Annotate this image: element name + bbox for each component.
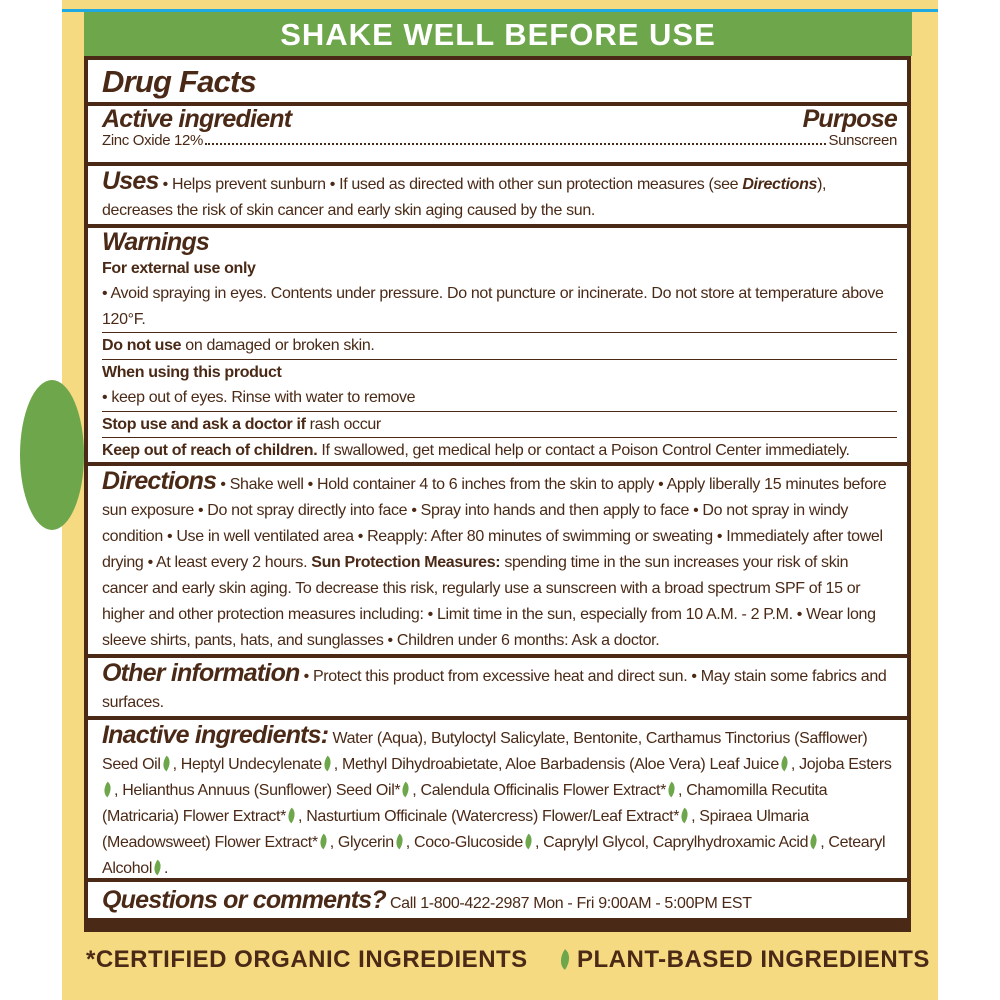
leaf-icon <box>806 834 821 850</box>
inactive-ingredient: Butyloctyl Salicylate <box>431 730 566 747</box>
uses-heading: Uses <box>102 167 159 195</box>
do-not-use-label: Do not use <box>102 337 182 354</box>
keep-out-text: If swallowed, get medical help or contact a Poison Control Center immediately. <box>317 442 850 459</box>
active-ingredient: Zinc Oxide 12% <box>102 132 203 149</box>
decorative-green-arc <box>20 380 84 530</box>
inactive-ingredient: Caprylyl Glycol <box>543 834 645 851</box>
external-use: For external use only <box>102 259 256 277</box>
leaf-icon <box>392 834 407 850</box>
inactive-ingredient: Aloe Barbadensis (Aloe Vera) Leaf Juice <box>505 756 779 773</box>
keep-out-label: Keep out of reach of children. <box>102 442 318 459</box>
inactive-list: Water (Aqua), Butyloctyl Salicylate, Bentonite, Carthamus Tinctorius (Safflower) Seed Oil , Heptyl Undecylenate , Methyl Dihydroabietate, Aloe Barbadensis (Aloe Vera) Leaf Juice , Jojoba Esters, Helianthus Annuus (Sunflower) Seed Oil* , Calendula Officinalis Flower Extract* , Chamomilla Recutita (Matricaria) Flower Extract* , Nasturtium Officinale (Watercress) Flower/Leaf Extract* , Spiraea Ulmaria (Meadowsweet) Flower Extract* , Glycerin , Coco-Glucoside , Caprylyl Glycol, Caprylhydroxamic Acid , Cetearyl Alcohol . <box>102 730 892 877</box>
warnings-heading: Warnings <box>102 228 210 256</box>
questions-section <box>88 882 907 918</box>
uses-text: • Helps prevent sunburn • If used as directed with other sun protection measures (see <box>158 176 743 193</box>
drug-facts-title: Drug Facts <box>102 64 256 99</box>
plant-legend <box>558 946 930 974</box>
inactive-ingredient: Carthamus Tinctorius (Safflower) Seed Oil <box>102 730 868 773</box>
other-info-section <box>88 658 907 716</box>
when-using-label: When using this product <box>102 363 282 381</box>
leaf-icon <box>316 834 331 850</box>
inactive-ingredient: Heptyl Undecylenate <box>180 756 322 773</box>
inactive-ingredient: Water (Aqua) <box>332 730 423 747</box>
leaf-icon <box>150 860 165 876</box>
sun-protection-text: spending time in the sun increases your risk of skin cancer and early skin aging. To decrease this risk, regularly use a sunscreen with a broad spectrum SPF of 15 or higher and other protection measures including: • Limit time in the sun, especially from 10 A.M. - 2 P.M. • Wear long sleeve shirts, pants, hats, and sunglasses • Children under 6 months: Ask a doctor. <box>102 554 876 649</box>
directions-section <box>88 466 907 654</box>
active-heading: Active ingredient <box>102 105 292 133</box>
dot-leader <box>205 143 826 145</box>
purpose: Sunscreen <box>828 132 897 149</box>
inactive-ingredient: Jojoba Esters <box>799 756 892 773</box>
inactive-ingredient: Helianthus Annuus (Sunflower) Seed Oil* <box>122 782 401 799</box>
leaf-icon <box>284 808 299 824</box>
phone-text: Call 1-800-422-2987 Mon - Fri 9:00AM - 5:00PM EST <box>385 895 752 912</box>
drug-facts-panel <box>84 56 911 932</box>
directions-text: • Shake well • Hold container 4 to 6 inches from the skin to apply • Apply liberally 15 minutes before sun exposure • Do not spray directly into face • Spray into hands and then apply to face • Do not spray in windy condition • Use in well ventilated area • Reapply: After 80 minutes of swimming or sweating • Immediately after towel drying • At least every 2 hours. <box>102 476 887 571</box>
inactive-ingredient: Methyl Dihydroabietate <box>341 756 498 773</box>
other-heading: Other information <box>102 659 300 687</box>
directions-heading: Directions <box>102 467 217 495</box>
uses-section <box>88 166 907 224</box>
inactive-ingredient: Glycerin <box>337 834 394 851</box>
stop-use-text: rash occur <box>305 415 381 433</box>
leaf-icon <box>677 808 692 824</box>
inactive-ingredient: Calendula Officinalis Flower Extract* <box>420 782 667 799</box>
inactive-ingredient: Nasturtium Officinale (Watercress) Flower/Leaf Extract* <box>306 808 680 825</box>
questions-heading: Questions or comments? <box>102 886 386 914</box>
sun-protection-label: Sun Protection Measures: <box>311 554 501 571</box>
uses-text-end: ), decreases the risk of skin cancer and early skin aging caused by the sun. <box>102 176 827 219</box>
inactive-ingredient: Cetearyl Alcohol <box>102 834 886 877</box>
drug-facts-title-section <box>88 60 907 102</box>
stop-use-label: Stop use and ask a doctor if <box>102 415 306 433</box>
inactive-heading: Inactive ingredients: <box>102 721 329 749</box>
inactive-section <box>88 720 907 878</box>
avoid-text: • Avoid spraying in eyes. Contents under pressure. Do not puncture or incinerate. Do not store at temperature above 120°F. <box>102 285 884 328</box>
inactive-ingredient: Chamomilla Recutita (Matricaria) Flower Extract* <box>102 782 828 825</box>
inactive-ingredient: Caprylhydroxamic Acid <box>652 834 809 851</box>
inactive-ingredient: Coco-Glucoside <box>414 834 523 851</box>
leaf-icon <box>555 949 575 970</box>
leaf-icon <box>521 834 536 850</box>
directions-ref: Directions <box>742 176 818 193</box>
active-ingredient-section <box>88 106 907 162</box>
leaf-icon <box>398 782 413 798</box>
other-text: • Protect this product from excessive heat and direct sun. • May stain some fabrics and surfaces. <box>102 668 887 711</box>
warnings-section <box>88 228 907 462</box>
do-not-use-text: on damaged or broken skin. <box>181 337 375 354</box>
shake-banner: SHAKE WELL BEFORE USE <box>84 12 912 56</box>
leaf-icon <box>664 782 679 798</box>
when-using-text: • keep out of eyes. Rinse with water to remove <box>102 389 416 406</box>
purpose-heading: Purpose <box>802 105 897 133</box>
inactive-ingredient: Bentonite <box>573 730 638 747</box>
leaf-icon <box>100 782 115 798</box>
organic-legend: *CERTIFIED ORGANIC INGREDIENTS <box>86 946 528 973</box>
leaf-icon <box>320 756 335 772</box>
inactive-ingredient: Spiraea Ulmaria (Meadowsweet) Flower Extract* <box>102 808 809 851</box>
plant-legend-text: PLANT-BASED INGREDIENTS <box>577 946 930 973</box>
leaf-icon <box>777 756 792 772</box>
